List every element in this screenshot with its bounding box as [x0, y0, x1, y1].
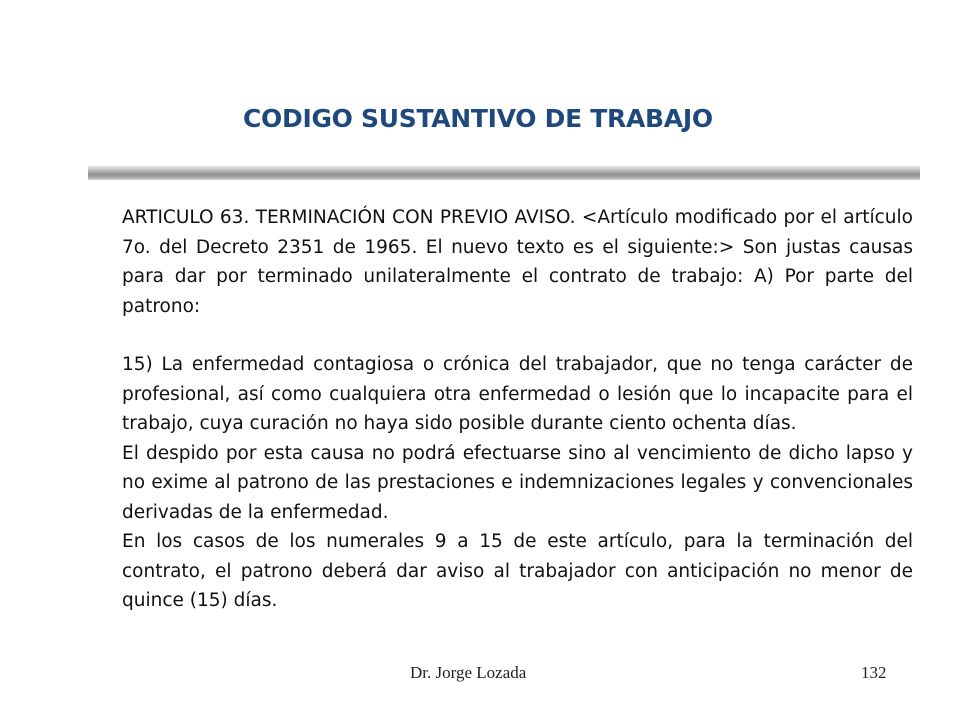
slide-body	[122, 203, 913, 616]
paragraph-article-intro: ARTICULO 63. TERMINACIÓN CON PREVIO AVISO. <Artículo modificado por el artículo 7o. del Decreto 2351 de 1965. El nuevo texto es el siguiente:> Son justas causas para dar por terminado unilateralmente el contrato de trabajo: A) Por parte del patrono:	[122, 207, 913, 317]
footer-author: Dr. Jorge Lozada	[410, 663, 527, 682]
paragraph-notice-requirement: En los casos de los numerales 9 a 15 de este artículo, para la terminación del contrato, el patrono deberá dar aviso al trabajador con anticipación no menor de quince (15) días.	[122, 531, 913, 611]
paragraph-numeral-15: 15) La enfermedad contagiosa o crónica del trabajador, que no tenga carácter de profesional, así como cualquiera otra enfermedad o lesión que lo incapacite para el trabajo, cuya curación no haya sido posible durante ciento ochenta días.	[122, 354, 913, 434]
slide-title: CODIGO SUSTANTIVO DE TRABAJO	[243, 104, 713, 133]
paragraph-dismissal-condition: El despido por esta causa no podrá efectuarse sino al vencimiento de dicho lapso y no exime al patrono de las prestaciones e indemnizaciones legales y convencionales derivadas de la enfermedad.	[122, 442, 913, 523]
title-divider	[88, 166, 920, 180]
page-number: 132	[861, 663, 887, 682]
